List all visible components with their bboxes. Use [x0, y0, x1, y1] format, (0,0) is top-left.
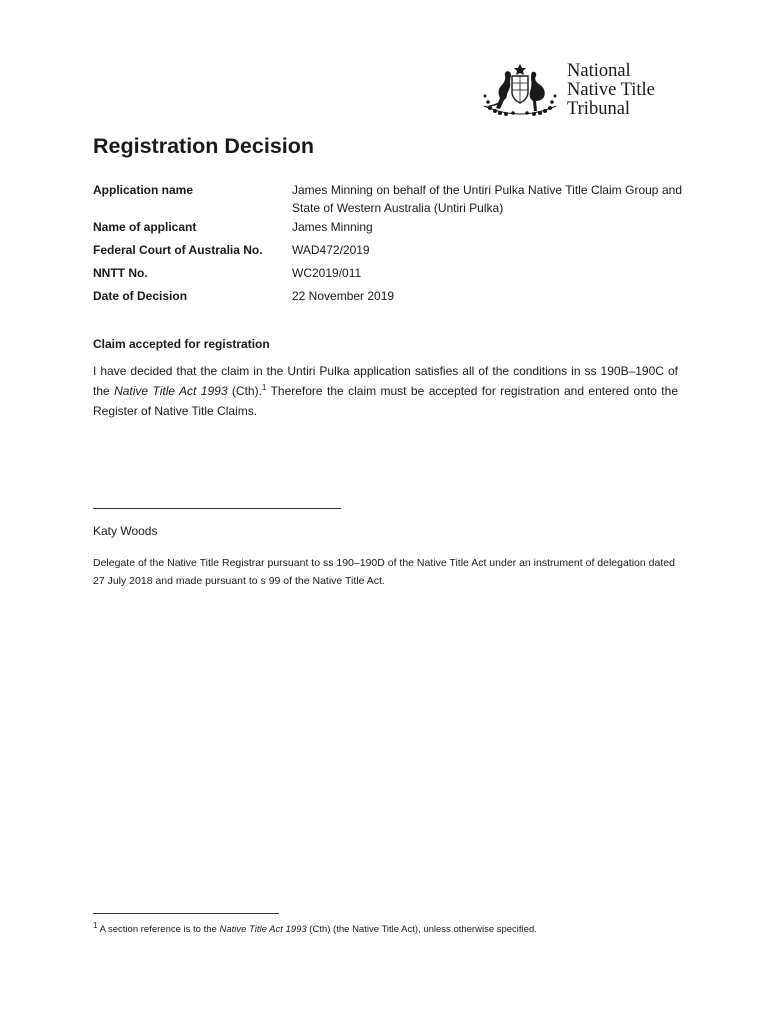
decision-text: (Cth).: [227, 384, 262, 398]
footnote: [93, 922, 678, 938]
field-label: NNTT No.: [93, 266, 148, 280]
coat-of-arms-icon: [480, 62, 560, 120]
field-value: WC2019/011: [292, 266, 362, 280]
field-value: James Minning: [292, 220, 373, 234]
document-title: Registration Decision: [93, 134, 315, 158]
field-label: Application name: [93, 183, 194, 197]
organisation-name: [567, 62, 655, 119]
footnote-reference[interactable]: 1: [261, 383, 267, 392]
decision-paragraph: [93, 361, 678, 421]
field-label: Federal Court of Australia No.: [93, 243, 263, 257]
footnote-text: (Cth) (the Native Title Act), unless otherwise specified.: [306, 924, 537, 935]
decision-heading: Claim accepted for registration: [93, 337, 270, 351]
field-label: Name of applicant: [93, 220, 197, 234]
delegate-statement: Delegate of the Native Title Registrar pursuant to ss 190–190D of the Native Title Act under an instrument of delegation dated 27 July 2018 and made pursuant to s 99 of the Native Title Act.: [93, 557, 675, 587]
field-label: Date of Decision: [93, 289, 188, 303]
org-name-line-3: Tribunal: [567, 99, 631, 119]
decision-text: Therefore the claim must be accepted for registration and entered onto the Register of Native Title Claims.: [93, 384, 678, 418]
decision-text: I have decided that the claim in the Untiri Pulka application satisfies all of the conditions in ss 190B–190C of the: [93, 364, 678, 398]
field-value: WAD472/2019: [292, 243, 370, 257]
signature-line: [93, 508, 341, 509]
field-value: James Minning on behalf of the Untiri Pulka Native Title Claim Group and State of Western Australia (Untiri Pulka): [292, 183, 682, 215]
org-name-line-1: National: [567, 61, 631, 81]
signatory-name: Katy Woods: [93, 524, 158, 538]
nntt-logo: [480, 60, 680, 122]
act-name: Native Title Act 1993: [219, 924, 307, 935]
footnote-number: 1: [93, 920, 98, 930]
act-name: Native Title Act 1993: [114, 384, 228, 398]
org-name-line-2: Native Title: [567, 80, 655, 100]
footnote-text: A section reference is to the: [97, 924, 220, 935]
footnote-separator: [93, 913, 279, 914]
field-value: 22 November 2019: [292, 289, 395, 303]
